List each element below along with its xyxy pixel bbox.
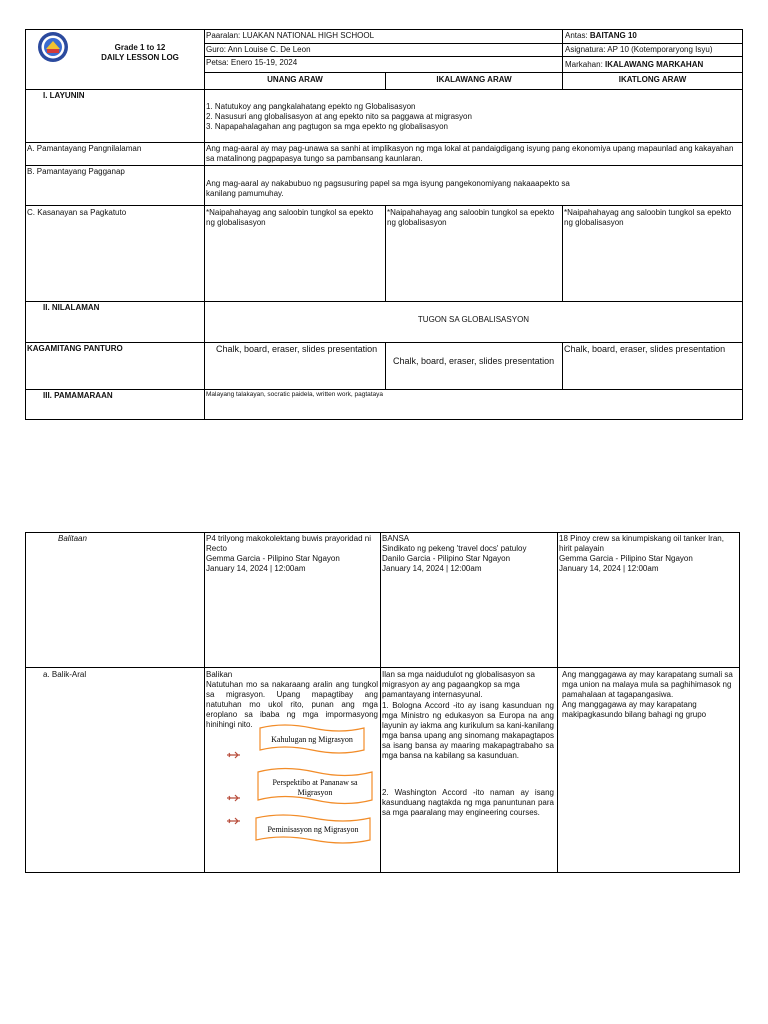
balik-aral-day-1-title: Balikan [206, 670, 233, 679]
subject: Asignatura: AP 10 (Kotemporaryong Isyu) [565, 45, 713, 54]
pangnilalaman-text: Ang mag-aaral ay may pag-unawa sa sanhi at implikasyon ng mga lokal at pandaigdigang isyung pang ekonomiya upang mapaunlad ang kakayahan sa matalinong pagpapasya tungo sa pambansang kaunlaran. [206, 144, 734, 163]
grade-range: Grade 1 to 12 [114, 43, 166, 52]
balitaan-label: Balitaan [58, 534, 87, 543]
school-name: Paaralan: LUAKAN NATIONAL HIGH SCHOOL [206, 31, 375, 40]
pagganap-label: B. Pamantayang Pagganap [27, 167, 125, 176]
teacher-name: Guro: Ann Louise C. De Leon [206, 45, 311, 54]
banner-perspektibo [254, 766, 376, 806]
banner-perspektibo-line-2: Migrasyon [297, 788, 333, 797]
kagamitan-day-2: Chalk, board, eraser, slides presentation [393, 356, 555, 366]
day-1-header: UNANG ARAW [267, 75, 323, 84]
balik-aral-day-2-item-2: 2. Washington Accord -ito naman ay isang kasunduang nagtakda ng mga panuntunan para sa mga paaralang may engineering courses. [382, 788, 554, 817]
balik-aral-day-2-intro: Ilan sa mga naidudulot ng globalisasyon sa migrasyon ay ang pagaangkop sa mga pamantayang internasyunal. [382, 670, 535, 699]
balitaan-day-3: 18 Pinoy crew sa kinumpiskang oil tanker Iran, hirit palayain Gemma Garcia - Pilipino Star Ngayon January 14, 2024 | 12:00am [559, 534, 724, 573]
quarter [565, 60, 703, 70]
day-3-header: IKATLONG ARAW [618, 75, 687, 84]
nilalaman-label: II. NILALAMAN [43, 303, 100, 312]
pangnilalaman-label: A. Pamantayang Pangnilalaman [27, 144, 142, 153]
balik-aral-day-3: Ang manggagawa ay may karapatang sumali sa mga union na malaya mula sa paghihimasok ng pamahalaan at tagapangasiwa. Ang manggagawa ay may karapatang makipagkasundo bilang bahagi ng grupo [562, 670, 733, 719]
balitaan-day-1: P4 trilyong makokolektang buwis prayoridad ni Recto Gemma Garcia - Pilipino Star Ngayon January 14, 2024 | 12:00am [206, 534, 371, 573]
quarter-value: IKALAWANG MARKAHAN [605, 60, 704, 69]
balik-aral-label: a. Balik-Aral [43, 670, 87, 679]
airplane-icon [226, 751, 242, 759]
quarter-label: Markahan: [565, 60, 606, 69]
log-title: DAILY LESSON LOG [101, 53, 179, 62]
kasanayan-day-2: *Naipahahayag ang saloobin tungkol sa epekto ng globalisasyon [387, 208, 555, 227]
banner-peminisasyon-text: Peminisasyon ng Migrasyon [267, 825, 359, 834]
balik-aral-day-1-text: Natutuhan mo sa nakaraang aralin ang tungkol sa migrasyon. Upang mapagtibay ang natutuhan mo ukol rito, punan ang mga eroplano sa ibaba ng mga impormasyong hinihingi nito. [206, 680, 378, 729]
banner-perspektibo-line-1: Perspektibo at Pananaw sa [272, 778, 358, 787]
kagamitan-label: KAGAMITANG PANTURO [27, 344, 123, 353]
lesson-date: Petsa: Enero 15-19, 2024 [206, 58, 298, 67]
balitaan-day-2: BANSA Sindikato ng pekeng 'travel docs' patuloy Danilo Garcia - Pilipino Star Ngayon January 14, 2024 | 12:00am [382, 534, 527, 573]
kasanayan-label: C. Kasanayan sa Pagkatuto [27, 208, 127, 217]
pagganap-text: Ang mag-aaral ay nakabubuo ng pagsusuring papel sa mga isyung pangekonomiyang nakaaapekto sa kanilang pamumuhay. [206, 179, 570, 198]
layunin-label: I. LAYUNIN [43, 91, 85, 100]
airplane-icon [226, 817, 242, 825]
pamamaraan-text: Malayang talakayan, socratic paidela, written work, pagtataya [206, 391, 384, 398]
nilalaman-text: TUGON SA GLOBALISASYON [417, 315, 530, 324]
kagamitan-day-1: Chalk, board, eraser, slides presentation [216, 344, 378, 354]
kagamitan-day-3: Chalk, board, eraser, slides presentation [564, 344, 726, 354]
kasanayan-day-1: *Naipahahayag ang saloobin tungkol sa epekto ng globalisasyon [206, 208, 374, 227]
grade-level [565, 31, 637, 41]
grade-level-label: Antas: [565, 31, 590, 40]
grade-level-value: BAITANG 10 [589, 31, 637, 40]
balik-aral-day-2-item-1: 1. Bologna Accord -ito ay isang kasunduan ng mga Ministro ng edukasyon sa Europa na ang layunin ay iakma ang kurikulum sa kani-kanilang mga bansa upang ang sinomang makapagtapos sa isang bansa ay maaring makapagtrabaho sa mga bansa na kabilang sa kasunduan. [382, 701, 554, 760]
banner-kahulugan [256, 723, 368, 755]
banner-kahulugan-text: Kahulugan ng Migrasyon [271, 735, 353, 744]
layunin-items: 1. Natutukoy ang pangkalahatang epekto ng Globalisasyon 2. Nasusuri ang globalisasyon at ang epekto nito sa paggawa at migrasyon 3. Napapahalagahan ang pagtugon sa mga epekto ng globalisasyon [206, 102, 472, 131]
airplane-icon [226, 794, 242, 802]
deped-seal-logo [37, 31, 69, 63]
kasanayan-day-3: *Naipahahayag ang saloobin tungkol sa epekto ng globalisasyon [564, 208, 732, 227]
pamamaraan-label: III. PAMAMARAAN [43, 391, 113, 400]
day-2-header: IKALAWANG ARAW [436, 75, 512, 84]
banner-peminisasyon [252, 813, 374, 845]
